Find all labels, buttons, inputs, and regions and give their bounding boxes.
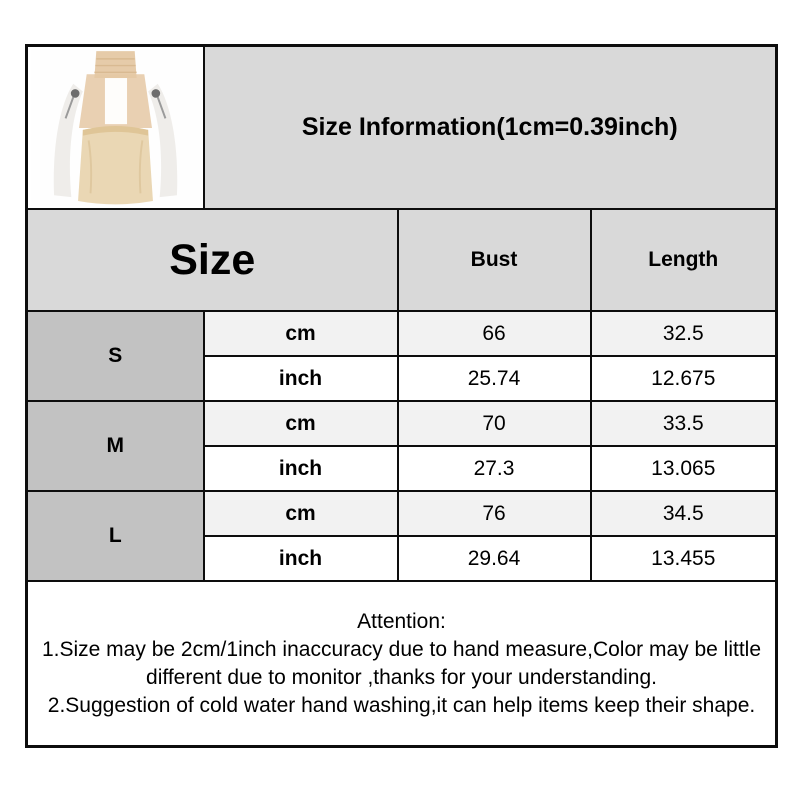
m-length-inch-value: 13.065 [591, 446, 777, 491]
unit-label-inch-s: inch [204, 356, 398, 401]
size-chart [25, 44, 775, 748]
right-clip [151, 89, 160, 98]
l-length-inch-value: 13.455 [591, 536, 777, 581]
unit-label-inch-l: inch [204, 536, 398, 581]
unit-label-cm-s: cm [204, 311, 398, 356]
s-bust-inch-value: 25.74 [398, 356, 591, 401]
product-image [31, 49, 200, 206]
size-label-m: M [27, 401, 204, 491]
unit-label-inch-m: inch [204, 446, 398, 491]
size-information-title: Size Information(1cm=0.39inch) [204, 46, 777, 210]
attention-block [27, 581, 777, 747]
unit-label-cm-l: cm [204, 491, 398, 536]
m-bust-inch-value: 27.3 [398, 446, 591, 491]
product-image-cell [27, 46, 204, 210]
attention-note-1: 1.Size may be 2cm/1inch inaccuracy due to hand measure,Color may be little different due to monitor ,thanks for your understanding. [41, 637, 762, 689]
size-column-header: Size [27, 209, 398, 311]
bust-column-header: Bust [398, 209, 591, 311]
tube-top-shape [78, 126, 153, 204]
unit-label-cm-m: cm [204, 401, 398, 446]
l-bust-inch-value: 29.64 [398, 536, 591, 581]
halter-neck-shape [94, 51, 136, 78]
left-clip [71, 89, 80, 98]
s-length-cm-value: 32.5 [591, 311, 777, 356]
l-bust-cm-value: 76 [398, 491, 591, 536]
s-length-inch-value: 12.675 [591, 356, 777, 401]
length-column-header: Length [591, 209, 777, 311]
attention-note-2: 2.Suggestion of cold water hand washing,it can help items keep their shape. [47, 693, 756, 717]
size-label-s: S [27, 311, 204, 401]
m-length-cm-value: 33.5 [591, 401, 777, 446]
m-bust-cm-value: 70 [398, 401, 591, 446]
s-bust-cm-value: 66 [398, 311, 591, 356]
l-length-cm-value: 34.5 [591, 491, 777, 536]
sheer-highlight [105, 78, 127, 124]
attention-heading: Attention: [357, 609, 446, 633]
size-table [25, 44, 778, 748]
size-label-l: L [27, 491, 204, 581]
